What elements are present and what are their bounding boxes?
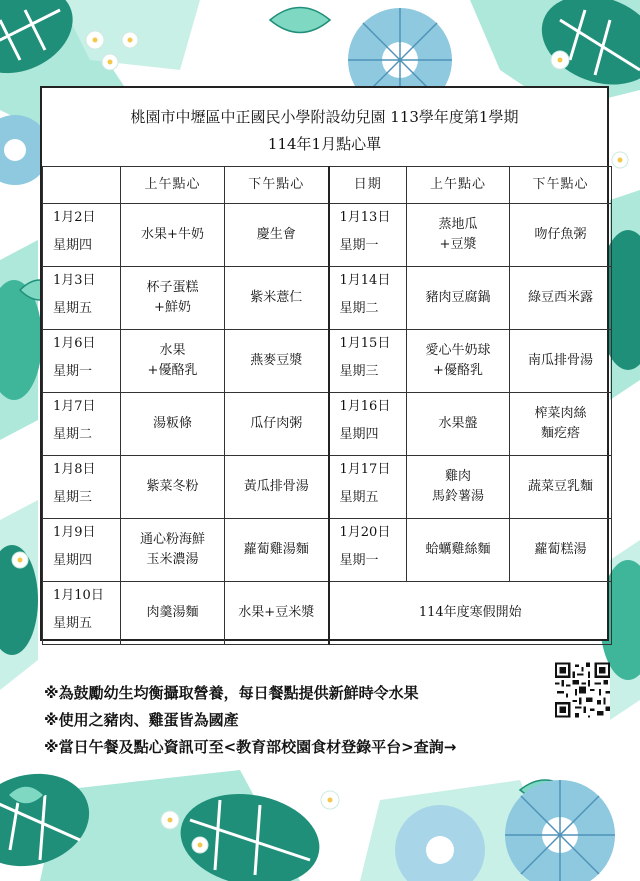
am-snack-cell: 水果盤 xyxy=(407,393,510,456)
weekday-label: 星期二 xyxy=(339,301,379,316)
am-snack-cell: 通心粉海鮮 玉米濃湯 xyxy=(121,519,225,582)
pm-snack-cell: 綠豆西米露 xyxy=(510,267,612,330)
am-snack-cell: 愛心牛奶球 +優酪乳 xyxy=(407,330,510,393)
title-row xyxy=(42,88,607,167)
date-cell xyxy=(329,330,407,393)
weekday-label: 星期四 xyxy=(53,553,93,568)
header-left-pm: 下午點心 xyxy=(225,167,329,204)
leaf-left-mid xyxy=(0,280,42,655)
weekday-label: 星期五 xyxy=(339,490,379,505)
page-subtitle: 114年1月點心單 xyxy=(267,135,382,153)
weekday-label: 星期五 xyxy=(53,301,93,316)
page-title: 桃園市中壢區中正國民小學附設幼兒園 113學年度第1學期 xyxy=(130,108,519,126)
am-snack-cell: 杯子蛋糕 +鮮奶 xyxy=(121,267,225,330)
date-cell xyxy=(43,393,121,456)
snack-menu-card xyxy=(40,86,609,641)
table-row xyxy=(43,204,612,267)
am-snack-cell: 蛤蠣雞絲麵 xyxy=(407,519,510,582)
note-line-platform-link: ※當日午餐及點心資訊可至<教育部校園食材登錄平台>查詢→ xyxy=(44,738,457,756)
date-cell xyxy=(329,267,407,330)
header-blank xyxy=(43,167,121,204)
date-label: 1月8日 xyxy=(53,461,96,477)
date-cell xyxy=(43,267,121,330)
table-body xyxy=(43,204,612,582)
header-right-pm: 下午點心 xyxy=(510,167,612,204)
date-cell xyxy=(329,393,407,456)
pm-snack-cell: 蔬菜豆乳麵 xyxy=(510,456,612,519)
weekday-label: 星期四 xyxy=(53,238,93,253)
am-snack-cell: 湯粄條 xyxy=(121,393,225,456)
am-snack-cell: 豬肉豆腐鍋 xyxy=(407,267,510,330)
weekday-label: 星期二 xyxy=(53,427,93,442)
note-line-fruit: ※為鼓勵幼生均衡攝取營養，每日餐點提供新鮮時令水果 xyxy=(44,684,419,702)
weekday-label: 星期三 xyxy=(339,364,379,379)
date-cell xyxy=(43,456,121,519)
date-label: 1月17日 xyxy=(339,461,391,477)
am-snack-cell: 肉羹湯麵 xyxy=(121,582,225,645)
header-right-date: 日期 xyxy=(329,167,407,204)
pm-snack-cell: 紫米薏仁 xyxy=(225,267,329,330)
date-label: 1月14日 xyxy=(339,272,391,288)
am-snack-cell: 雞肉 馬鈴薯湯 xyxy=(407,456,510,519)
pm-snack-cell: 黃瓜排骨湯 xyxy=(225,456,329,519)
weekday-label: 星期一 xyxy=(53,364,93,379)
weekday-label: 星期三 xyxy=(53,490,93,505)
pm-snack-cell: 南瓜排骨湯 xyxy=(510,330,612,393)
am-snack-cell: 水果+牛奶 xyxy=(121,204,225,267)
table-header-row xyxy=(43,167,612,204)
am-snack-cell: 蒸地瓜 +豆漿 xyxy=(407,204,510,267)
date-label: 1月3日 xyxy=(53,272,96,288)
table-row-last xyxy=(43,582,612,645)
notes-section xyxy=(44,680,456,761)
pm-snack-cell: 榨菜肉絲 麵疙瘩 xyxy=(510,393,612,456)
table-row xyxy=(43,519,612,582)
header-left-am: 上午點心 xyxy=(121,167,225,204)
date-label: 1月10日 xyxy=(53,587,104,603)
pm-snack-cell: 蘿蔔糕湯 xyxy=(510,519,612,582)
date-cell xyxy=(43,330,121,393)
date-label: 1月20日 xyxy=(339,524,391,540)
date-label: 1月9日 xyxy=(53,524,96,540)
date-label: 1月13日 xyxy=(339,209,391,225)
pm-snack-cell: 蘿蔔雞湯麵 xyxy=(225,519,329,582)
date-label: 1月16日 xyxy=(339,398,391,414)
pm-snack-cell: 吻仔魚粥 xyxy=(510,204,612,267)
table-row xyxy=(43,330,612,393)
snack-menu-table xyxy=(42,166,612,645)
weekday-label: 星期一 xyxy=(339,238,379,253)
date-label: 1月7日 xyxy=(53,398,96,414)
am-snack-cell: 紫菜冬粉 xyxy=(121,456,225,519)
table-row xyxy=(43,393,612,456)
header-right-am: 上午點心 xyxy=(407,167,510,204)
am-snack-cell: 水果 +優酪乳 xyxy=(121,330,225,393)
date-label: 1月6日 xyxy=(53,335,96,351)
pm-snack-cell: 瓜仔肉粥 xyxy=(225,393,329,456)
date-cell xyxy=(43,204,121,267)
weekday-label: 星期一 xyxy=(339,553,379,568)
qr-code-icon[interactable] xyxy=(555,659,610,721)
pm-snack-cell: 水果+豆米漿 xyxy=(225,582,329,645)
table-row xyxy=(43,456,612,519)
date-cell xyxy=(329,519,407,582)
date-label: 1月2日 xyxy=(53,209,96,225)
weekday-label: 星期四 xyxy=(339,427,379,442)
date-label: 1月15日 xyxy=(339,335,391,351)
date-cell xyxy=(329,456,407,519)
pm-snack-cell: 燕麥豆漿 xyxy=(225,330,329,393)
pm-snack-cell: 慶生會 xyxy=(225,204,329,267)
date-cell xyxy=(43,519,121,582)
weekday-label: 星期五 xyxy=(53,616,93,631)
note-line-domestic-meat: ※使用之豬肉、雞蛋皆為國產 xyxy=(44,711,239,729)
table-row xyxy=(43,267,612,330)
date-cell xyxy=(43,582,121,645)
winter-break-notice: 114年度寒假開始 xyxy=(329,582,612,645)
date-cell xyxy=(329,204,407,267)
